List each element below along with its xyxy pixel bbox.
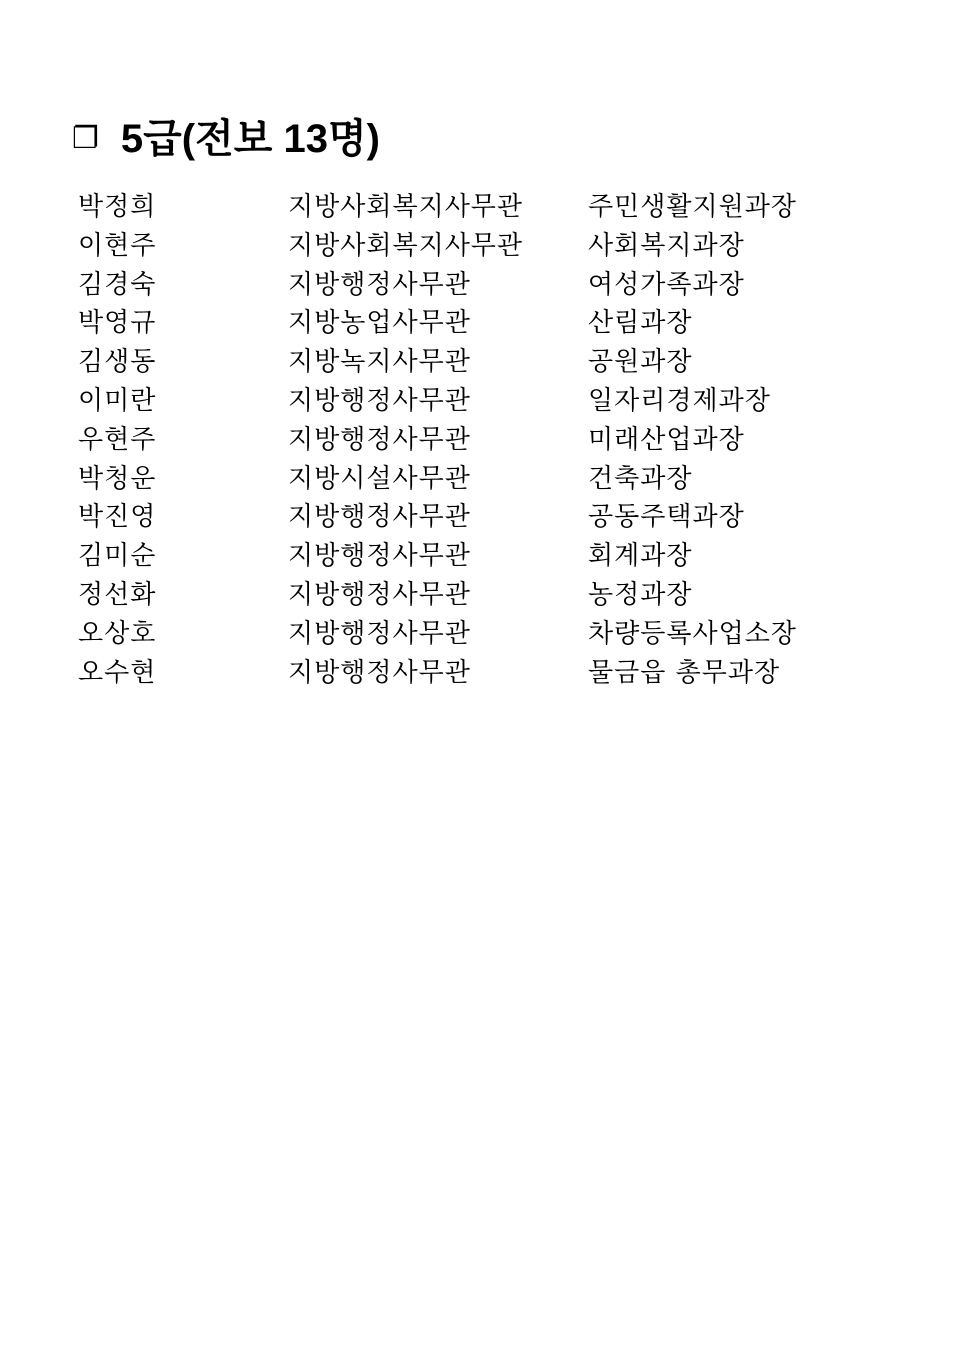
list-item xyxy=(78,382,938,421)
person-name: 오수현 xyxy=(78,657,157,688)
list-item xyxy=(78,460,938,499)
person-rank: 지방행정사무관 xyxy=(288,579,471,610)
person-post: 물금읍 총무과장 xyxy=(588,657,781,688)
person-post: 차량등록사업소장 xyxy=(588,618,797,649)
person-name: 우현주 xyxy=(78,424,157,455)
list-item xyxy=(78,576,938,615)
list-item xyxy=(78,188,938,227)
person-name: 박정희 xyxy=(78,192,157,222)
person-rank: 지방녹지사무관 xyxy=(288,347,471,378)
person-name: 박진영 xyxy=(78,502,157,533)
person-rank: 지방행정사무관 xyxy=(288,424,471,455)
person-name: 박청운 xyxy=(78,463,157,494)
list-item xyxy=(78,654,938,693)
person-post: 일자리경제과장 xyxy=(588,385,771,416)
person-name: 김생동 xyxy=(78,347,157,378)
person-post: 산림과장 xyxy=(588,308,693,339)
person-rank: 지방행정사무관 xyxy=(288,657,471,688)
list-item xyxy=(78,304,938,343)
section-heading xyxy=(72,114,380,164)
person-rank: 지방행정사무관 xyxy=(288,618,471,649)
section-title: 5급(전보 13명) xyxy=(120,117,380,161)
person-post: 여성가족과장 xyxy=(588,269,745,300)
person-name: 김미순 xyxy=(78,541,157,572)
personnel-list xyxy=(78,188,938,692)
square-bullet-icon: ❐ xyxy=(72,121,99,156)
person-rank: 지방행정사무관 xyxy=(288,541,471,572)
list-item xyxy=(78,537,938,576)
person-rank: 지방농업사무관 xyxy=(288,308,471,339)
person-post: 주민생활지원과장 xyxy=(588,192,797,222)
person-rank: 지방시설사무관 xyxy=(288,463,471,494)
person-name: 김경숙 xyxy=(78,269,157,300)
list-item xyxy=(78,343,938,382)
person-name: 정선화 xyxy=(78,579,157,610)
person-name: 오상호 xyxy=(78,618,157,649)
person-name: 박영규 xyxy=(78,308,157,339)
list-item xyxy=(78,498,938,537)
person-rank: 지방사회복지사무관 xyxy=(288,230,524,261)
list-item xyxy=(78,421,938,460)
person-post: 회계과장 xyxy=(588,541,693,572)
person-rank: 지방사회복지사무관 xyxy=(288,192,524,222)
list-item xyxy=(78,615,938,654)
person-post: 농정과장 xyxy=(588,579,693,610)
person-post: 건축과장 xyxy=(588,463,693,494)
person-post: 사회복지과장 xyxy=(588,230,745,261)
person-rank: 지방행정사무관 xyxy=(288,502,471,533)
person-name: 이미란 xyxy=(78,385,157,416)
person-post: 미래산업과장 xyxy=(588,424,745,455)
person-post: 공원과장 xyxy=(588,347,693,378)
person-post: 공동주택과장 xyxy=(588,502,745,533)
person-rank: 지방행정사무관 xyxy=(288,269,471,300)
list-item xyxy=(78,227,938,266)
person-rank: 지방행정사무관 xyxy=(288,385,471,416)
person-name: 이현주 xyxy=(78,230,157,261)
list-item xyxy=(78,266,938,305)
